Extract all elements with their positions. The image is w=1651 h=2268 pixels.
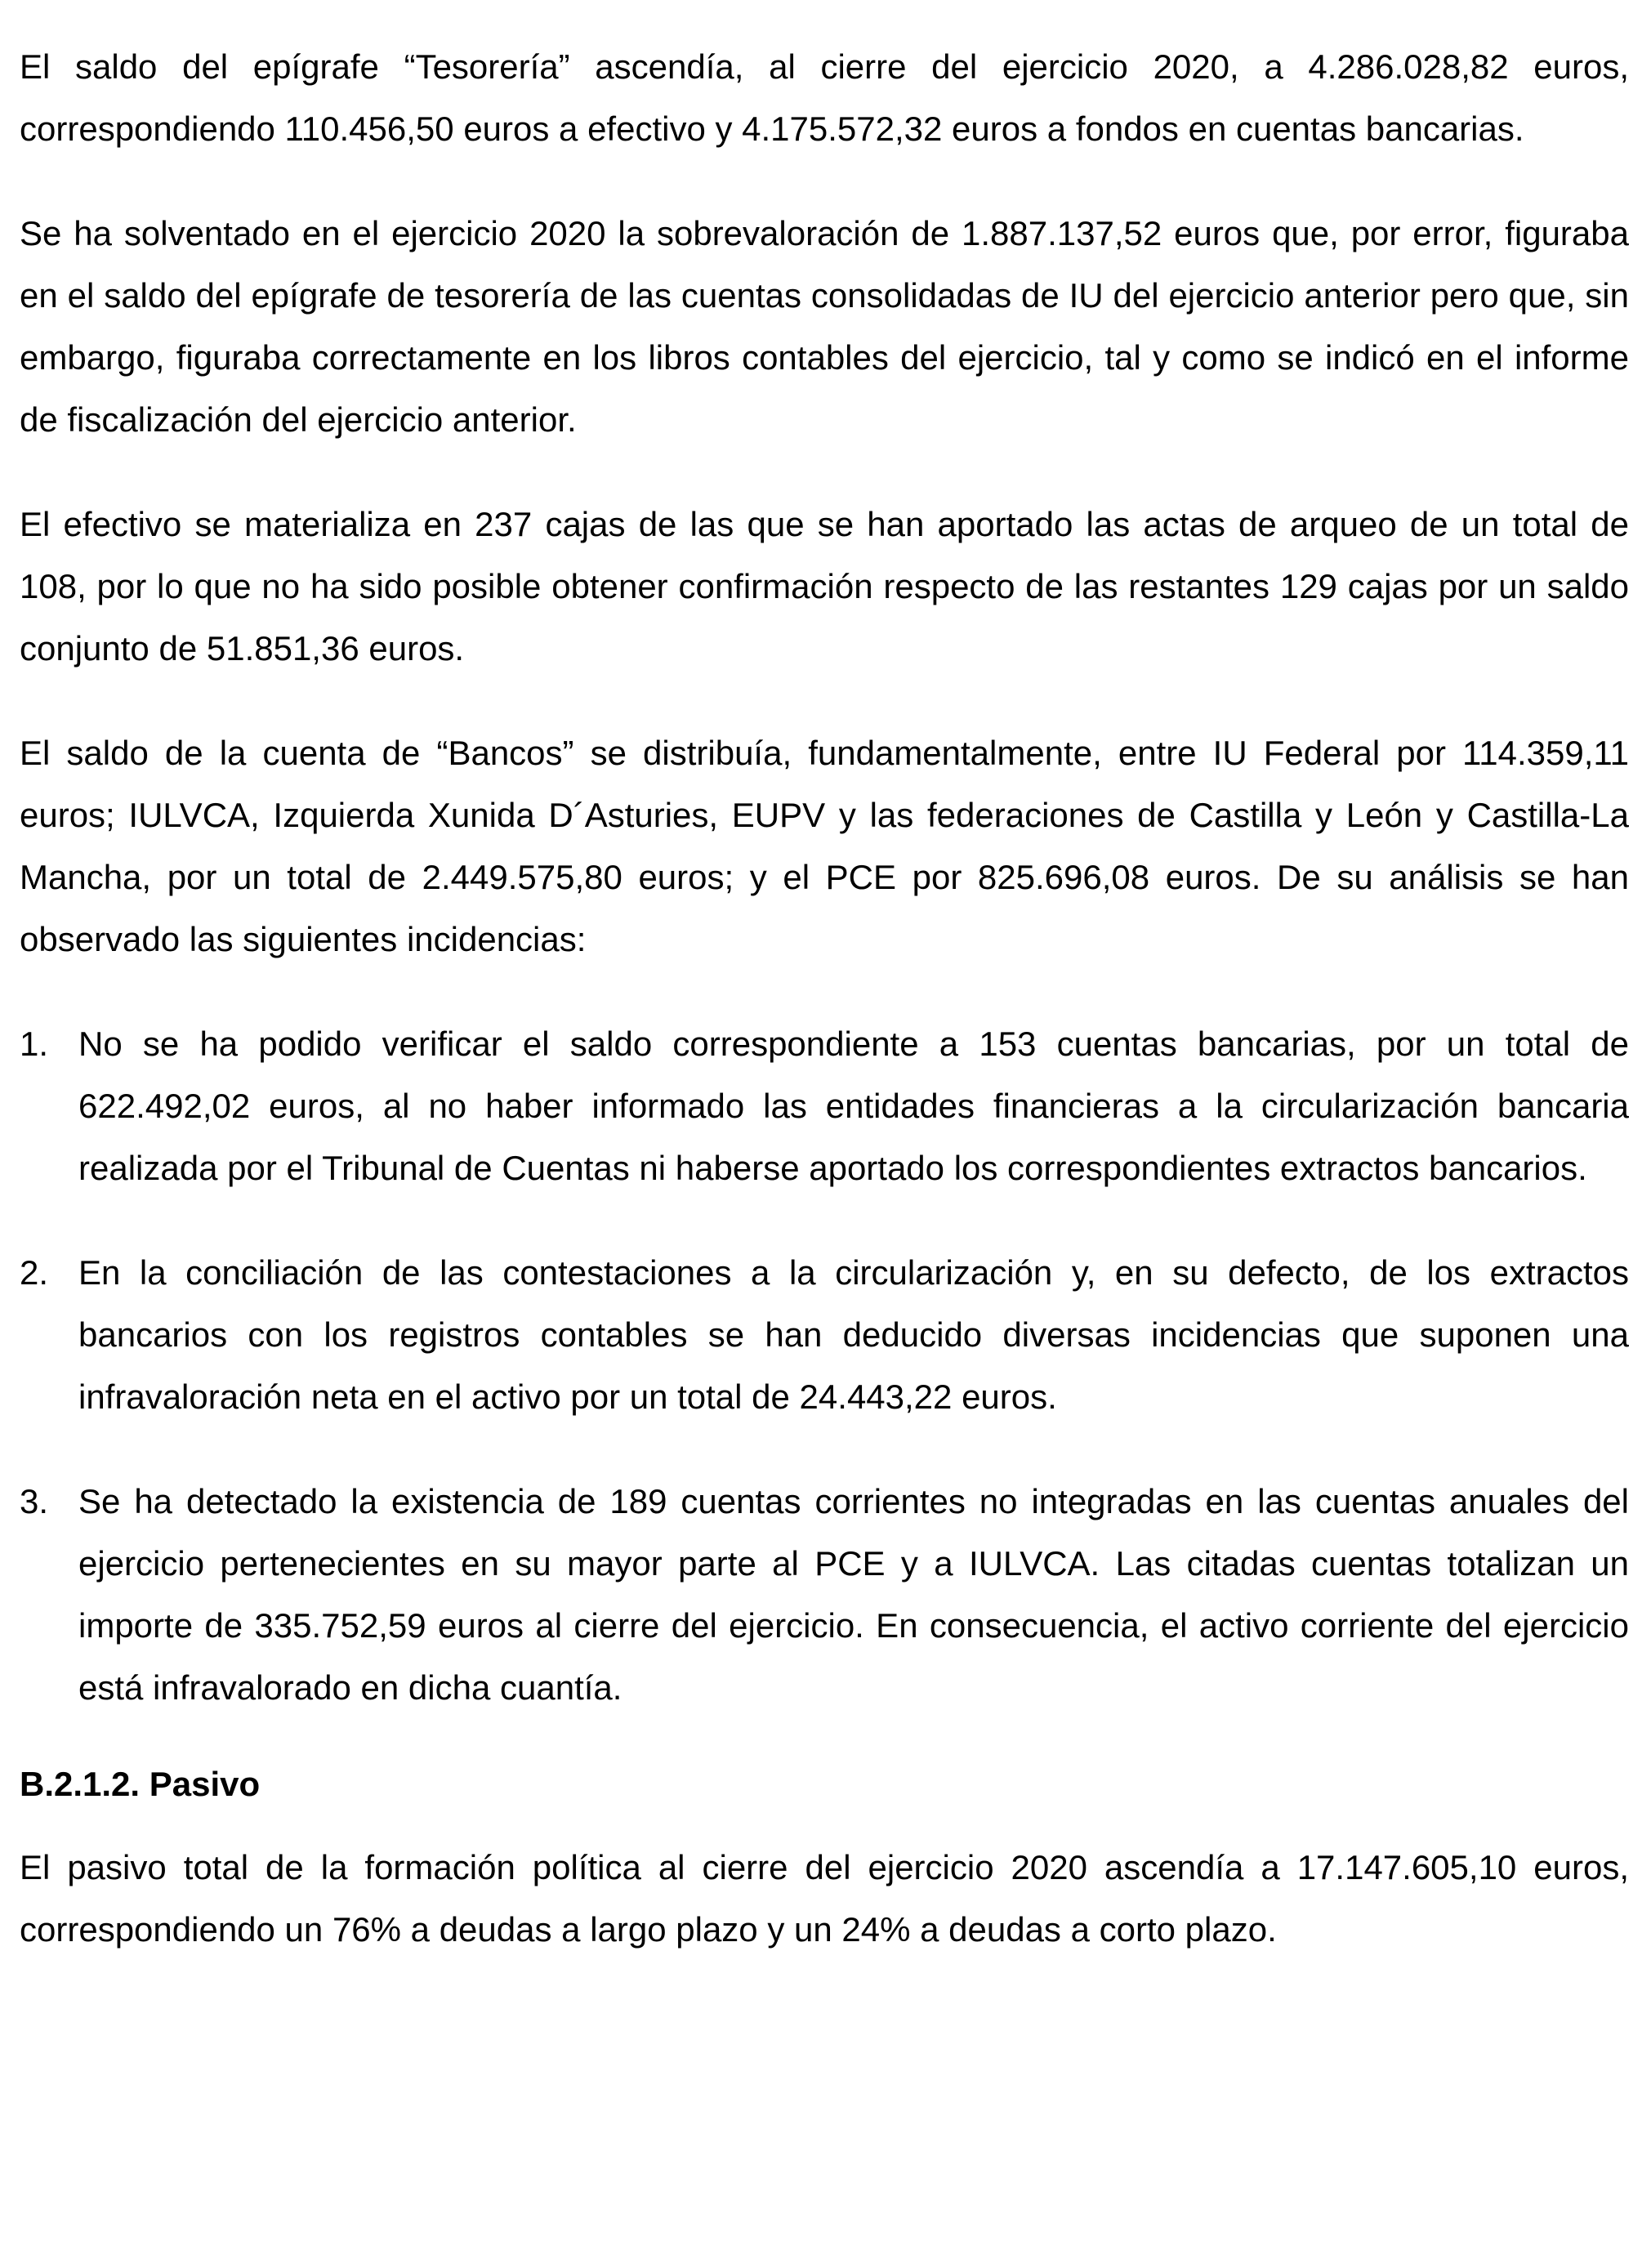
list-item-text: No se ha podido verificar el saldo correspondiente a 153 cuentas bancarias, por un total de 622.492,02 euros, al no haber informado las entidades financieras a la circularización bancaria realizada por el Tribunal de Cuentas ni haberse aportado los correspondientes extractos bancarios. [78,1025,1629,1187]
list-item [20,1242,1629,1428]
list-item-number: 1. [20,1025,49,1063]
list-item-number: 3. [20,1482,49,1520]
list-item-number: 2. [20,1253,49,1292]
paragraph-bancos: El saldo de la cuenta de “Bancos” se distribuía, fundamentalmente, entre IU Federal por 114.359,11 euros; IULVCA, Izquierda Xunida D´Asturies, EUPV y las federaciones de Castilla y León y Castilla-La Mancha, por un total de 2.449.575,80 euros; y el PCE por 825.696,08 euros. De su análisis se han observado las siguientes incidencias: [20,734,1629,958]
paragraph-sobrevaloracion: Se ha solventado en el ejercicio 2020 la sobrevaloración de 1.887.137,52 euros que, por error, figuraba en el saldo del epígrafe de tesorería de las cuentas consolidadas de IU del ejercicio anterior pero que, sin embargo, figuraba correctamente en los libros contables del ejercicio, tal y como se indicó en el informe de fiscalización del ejercicio anterior. [20,214,1629,439]
list-item [20,1013,1629,1199]
paragraph-tesoreria: El saldo del epígrafe “Tesorería” ascendía, al cierre del ejercicio 2020, a 4.286.028,82 euros, correspondiendo 110.456,50 euros a efectivo y 4.175.572,32 euros a fondos en cuentas bancarias. [20,47,1629,148]
list-item-text: En la conciliación de las contestaciones a la circularización y, en su defecto, de los extractos bancarios con los registros contables se han deducido diversas incidencias que suponen una infravaloración neta en el activo por un total de 24.443,22 euros. [78,1253,1629,1416]
list-item [20,1471,1629,1719]
paragraph-pasivo: El pasivo total de la formación política al cierre del ejercicio 2020 ascendía a 17.147.605,10 euros, correspondiendo un 76% a deudas a largo plazo y un 24% a deudas a corto plazo. [20,1848,1629,1949]
list-item-text: Se ha detectado la existencia de 189 cuentas corrientes no integradas en las cuentas anuales del ejercicio pertenecientes en su mayor parte al PCE y a IULVCA. Las citadas cuentas totalizan un importe de 335.752,59 euros al cierre del ejercicio. En consecuencia, el activo corriente del ejercicio está infravalorado en dicha cuantía. [78,1482,1629,1707]
section-heading-pasivo: B.2.1.2. Pasivo [20,1765,261,1803]
incidencias-list [20,1013,1629,1719]
document-page [20,36,1629,2003]
paragraph-efectivo: El efectivo se materializa en 237 cajas de las que se han aportado las actas de arqueo de un total de 108, por lo que no ha sido posible obtener confirmación respecto de las restantes 129 cajas por un saldo conjunto de 51.851,36 euros. [20,505,1629,667]
